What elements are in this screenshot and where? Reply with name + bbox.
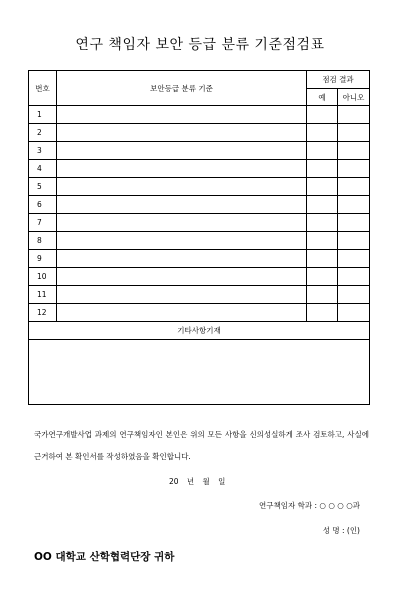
researcher-department-line: 연구책임자 학과 : ○ ○ ○ ○과: [259, 501, 360, 510]
no-cell[interactable]: [338, 250, 370, 268]
table-row: [29, 106, 370, 124]
table-row: [29, 124, 370, 142]
table-header-row: [29, 71, 370, 89]
yes-cell[interactable]: [307, 124, 338, 142]
date-line: 20 년 월 일: [169, 477, 226, 486]
addressee: OO 대학교 산학협력단장 귀하: [34, 551, 175, 563]
criteria-cell[interactable]: [57, 124, 307, 142]
row-number: 12: [29, 304, 57, 322]
table-row: [29, 268, 370, 286]
row-number: 3: [29, 142, 57, 160]
no-cell[interactable]: [338, 196, 370, 214]
table-row: [29, 178, 370, 196]
table-row: [29, 304, 370, 322]
no-cell[interactable]: [338, 232, 370, 250]
yes-cell[interactable]: [307, 268, 338, 286]
criteria-cell[interactable]: [57, 178, 307, 196]
criteria-cell[interactable]: [57, 286, 307, 304]
etc-body-row: [29, 340, 370, 405]
no-cell[interactable]: [338, 286, 370, 304]
no-cell[interactable]: [338, 214, 370, 232]
yes-cell[interactable]: [307, 214, 338, 232]
table-row: [29, 160, 370, 178]
yes-cell[interactable]: [307, 106, 338, 124]
item-rows: [29, 106, 370, 322]
document-title: 연구 책임자 보안 등급 분류 기준점검표: [75, 37, 325, 53]
criteria-cell[interactable]: [57, 250, 307, 268]
criteria-cell[interactable]: [57, 142, 307, 160]
yes-cell[interactable]: [307, 250, 338, 268]
table-row: [29, 250, 370, 268]
row-number: 4: [29, 160, 57, 178]
row-number: 6: [29, 196, 57, 214]
criteria-cell[interactable]: [57, 232, 307, 250]
row-number: 9: [29, 250, 57, 268]
row-number: 1: [29, 106, 57, 124]
yes-cell[interactable]: [307, 142, 338, 160]
yes-cell[interactable]: [307, 196, 338, 214]
confirmation-statement: 국가연구개발사업 과제의 연구책임자인 본인은 위의 모든 사항을 신의성실하게 조사 검토하고, 사실에 근거하여 본 확인서를 작성하였음을 확인합니다.: [34, 430, 369, 461]
header-no: 아니오: [338, 89, 370, 106]
no-cell[interactable]: [338, 106, 370, 124]
no-cell[interactable]: [338, 304, 370, 322]
criteria-cell[interactable]: [57, 268, 307, 286]
criteria-cell[interactable]: [57, 160, 307, 178]
etc-label: 기타사항기재: [29, 322, 370, 340]
table-row: [29, 232, 370, 250]
row-number: 8: [29, 232, 57, 250]
criteria-cell[interactable]: [57, 106, 307, 124]
row-number: 10: [29, 268, 57, 286]
criteria-cell[interactable]: [57, 196, 307, 214]
no-cell[interactable]: [338, 160, 370, 178]
etc-label-row: [29, 322, 370, 340]
table-row: [29, 196, 370, 214]
criteria-cell[interactable]: [57, 304, 307, 322]
header-yes: 예: [307, 89, 338, 106]
header-criteria: 보안등급 분류 기준: [57, 71, 307, 106]
table-row: [29, 214, 370, 232]
yes-cell[interactable]: [307, 160, 338, 178]
row-number: 7: [29, 214, 57, 232]
no-cell[interactable]: [338, 268, 370, 286]
yes-cell[interactable]: [307, 232, 338, 250]
row-number: 11: [29, 286, 57, 304]
no-cell[interactable]: [338, 142, 370, 160]
yes-cell[interactable]: [307, 286, 338, 304]
header-number: 번호: [29, 71, 57, 106]
table-row: [29, 142, 370, 160]
yes-cell[interactable]: [307, 304, 338, 322]
table-row: [29, 286, 370, 304]
row-number: 2: [29, 124, 57, 142]
signature-line: 성 명 : (인): [322, 526, 360, 535]
no-cell[interactable]: [338, 178, 370, 196]
yes-cell[interactable]: [307, 178, 338, 196]
no-cell[interactable]: [338, 124, 370, 142]
header-result: 점검 결과: [307, 71, 370, 89]
row-number: 5: [29, 178, 57, 196]
checklist-table: [28, 70, 370, 405]
criteria-cell[interactable]: [57, 214, 307, 232]
etc-input-area[interactable]: [29, 340, 370, 405]
